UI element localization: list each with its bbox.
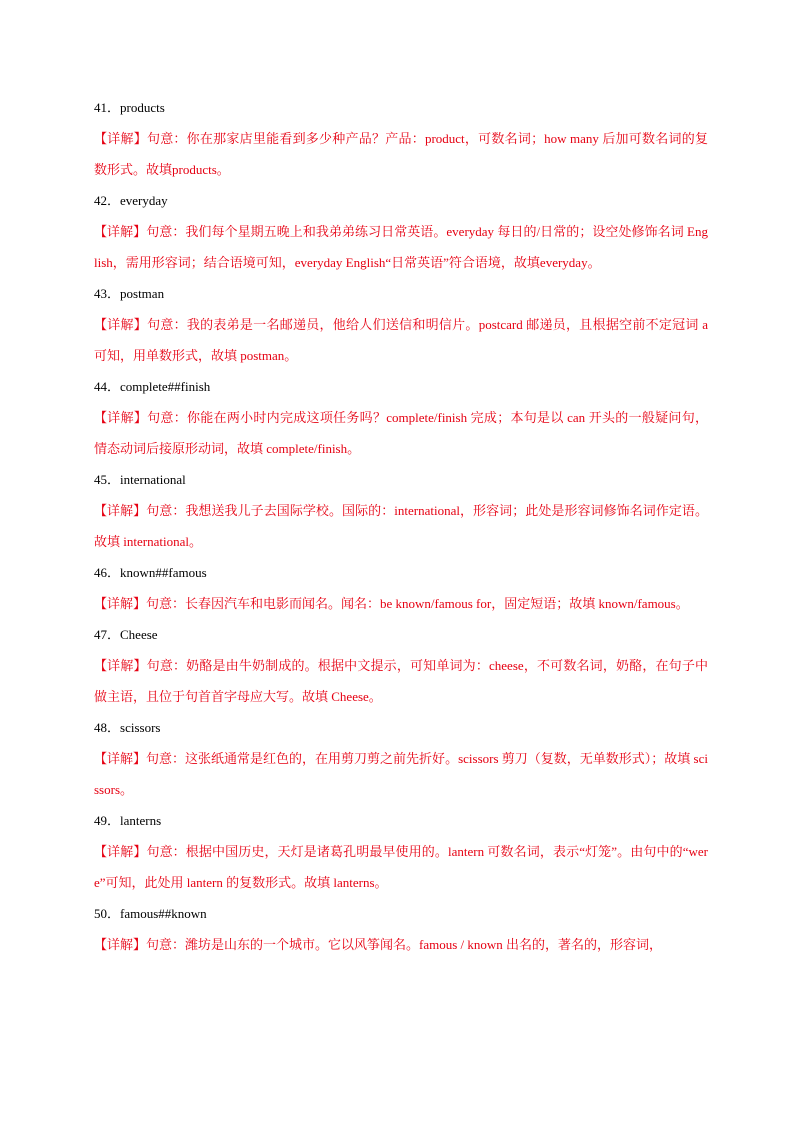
answer-line xyxy=(94,92,708,123)
explanation-text: 句意：你能在两小时内完成这项任务吗？complete/finish 完成；本句是以 can 开头的一般疑问句，情态动词后接原形动词，故填 complete/finish。 xyxy=(94,410,708,456)
explanation-tag: 【详解】 xyxy=(94,224,147,239)
explanation-tag: 【详解】 xyxy=(94,937,147,952)
answer-line xyxy=(94,898,708,929)
explanation xyxy=(94,836,708,898)
answer-text: scissors xyxy=(120,720,161,735)
question-41 xyxy=(94,92,708,185)
answer-line xyxy=(94,464,708,495)
explanation xyxy=(94,929,708,960)
explanation xyxy=(94,743,708,805)
explanation-text: 句意：我的表弟是一名邮递员，他给人们送信和明信片。postcard 邮递员，且根据空前不定冠词 a 可知，用单数形式，故填 postman。 xyxy=(94,317,708,363)
explanation-text: 句意：我想送我儿子去国际学校。国际的：international，形容词；此处是形容词修饰名词作定语。故填 international。 xyxy=(94,503,708,549)
question-number: 47． xyxy=(94,627,121,642)
answer-line xyxy=(94,805,708,836)
answer-line xyxy=(94,557,708,588)
explanation-text: 句意：潍坊是山东的一个城市。它以风筝闻名。famous / known 出名的，著名的，形容词， xyxy=(146,937,663,952)
explanation-text: 句意：你在那家店里能看到多少种产品？产品：product，可数名词；how many 后加可数名词的复数形式。故填products。 xyxy=(94,131,708,177)
explanation xyxy=(94,650,708,712)
question-number: 41． xyxy=(94,100,121,115)
question-number: 45． xyxy=(94,472,121,487)
question-number: 43． xyxy=(94,286,121,301)
answer-key-page xyxy=(94,92,708,960)
answer-text: Cheese xyxy=(120,627,158,642)
explanation-tag: 【详解】 xyxy=(94,410,148,425)
explanation xyxy=(94,123,708,185)
answer-text: postman xyxy=(120,286,165,301)
question-47 xyxy=(94,619,708,712)
explanation-text: 句意：这张纸通常是红色的，在用剪刀剪之前先折好。scissors 剪刀（复数，无单数形式）；故填 scissors。 xyxy=(94,751,708,797)
question-43 xyxy=(94,278,708,371)
explanation-text: 句意：我们每个星期五晚上和我弟弟练习日常英语。everyday 每日的/日常的；设空处修饰名词 English，需用形容词；结合语境可知，everyday English“日常英语”符合语境，故填everyday。 xyxy=(94,224,708,270)
explanation-tag: 【详解】 xyxy=(94,503,147,518)
answer-line xyxy=(94,185,708,216)
question-number: 46． xyxy=(94,565,121,580)
explanation-tag: 【详解】 xyxy=(94,751,147,766)
question-number: 49． xyxy=(94,813,121,828)
answer-line xyxy=(94,278,708,309)
explanation xyxy=(94,216,708,278)
question-49 xyxy=(94,805,708,898)
question-number: 42． xyxy=(94,193,121,208)
answer-line xyxy=(94,619,708,650)
question-48 xyxy=(94,712,708,805)
question-45 xyxy=(94,464,708,557)
explanation xyxy=(94,402,708,464)
explanation-text: 句意：长春因汽车和电影而闻名。闻名：be known/famous for，固定短语；故填 known/famous。 xyxy=(146,596,689,611)
question-42 xyxy=(94,185,708,278)
explanation xyxy=(94,588,708,619)
answer-text: famous##known xyxy=(120,906,207,921)
explanation-tag: 【详解】 xyxy=(94,596,147,611)
question-number: 44． xyxy=(94,379,121,394)
explanation-tag: 【详解】 xyxy=(94,658,147,673)
explanation-text: 句意：奶酪是由牛奶制成的。根据中文提示，可知单词为：cheese，不可数名词，奶酪，在句子中做主语，且位于句首首字母应大写。故填 Cheese。 xyxy=(94,658,708,704)
answer-text: complete##finish xyxy=(120,379,211,394)
answer-text: products xyxy=(120,100,165,115)
explanation-tag: 【详解】 xyxy=(94,844,147,859)
answer-text: international xyxy=(120,472,186,487)
explanation-tag: 【详解】 xyxy=(94,131,147,146)
answer-text: known##famous xyxy=(120,565,207,580)
question-50 xyxy=(94,898,708,960)
question-number: 48． xyxy=(94,720,121,735)
explanation xyxy=(94,495,708,557)
question-44 xyxy=(94,371,708,464)
answer-line xyxy=(94,371,708,402)
explanation xyxy=(94,309,708,371)
answer-text: lanterns xyxy=(120,813,162,828)
question-46 xyxy=(94,557,708,619)
explanation-tag: 【详解】 xyxy=(94,317,148,332)
answer-line xyxy=(94,712,708,743)
question-number: 50． xyxy=(94,906,121,921)
answer-text: everyday xyxy=(120,193,168,208)
explanation-text: 句意：根据中国历史，天灯是诸葛孔明最早使用的。lantern 可数名词，表示“灯笼”。由句中的“were”可知，此处用 lantern 的复数形式。故填 lanterns。 xyxy=(94,844,708,890)
